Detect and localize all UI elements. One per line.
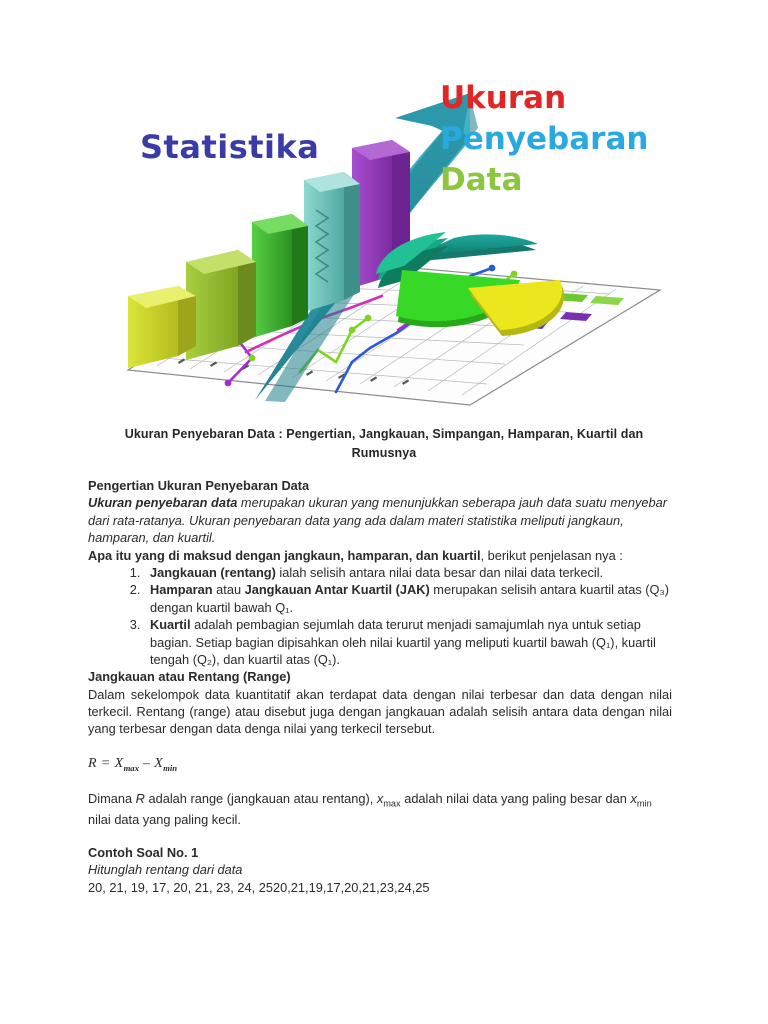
list-item-mid: atau	[212, 582, 245, 598]
hero-title-line-2: Penyebaran	[440, 121, 649, 158]
hero-title-line-3: Data	[440, 162, 523, 199]
definition-list	[88, 564, 672, 668]
explain-xmax: x	[376, 791, 384, 807]
list-item-text: merupakan selisih antara kuartil atas (Q₃) dengan kuartil bawah Q₁.	[150, 582, 669, 615]
explain-b: adalah range (jangkauan atau rentang),	[144, 791, 377, 807]
hero-illustration	[0, 0, 768, 420]
explain-xmin: x	[630, 791, 637, 807]
figure-caption: Ukuran Penyebaran Data : Pengertian, Jangkauan, Simpangan, Hamparan, Kuartil dan Rumusnya	[124, 427, 644, 460]
list-item-term-alt: Jangkauan Antar Kuartil (JAK)	[244, 582, 430, 598]
subheading-hitunglah: Hitunglah rentang dari data	[88, 862, 243, 878]
explain-d: nilai data yang paling kecil.	[88, 811, 241, 827]
explain-a: Dimana	[88, 791, 136, 807]
formula-eq: =	[96, 755, 115, 771]
heading-contoh-soal: Contoh Soal No. 1	[88, 844, 199, 860]
spacer	[88, 738, 672, 754]
pie-chart-icon	[376, 232, 564, 336]
lead-rest: , berikut penjelasan nya :	[480, 547, 623, 563]
formula-sub-min: min	[163, 762, 178, 773]
list-item-term: Kuartil	[150, 617, 191, 633]
hero-word-statistika: Statistika	[140, 128, 320, 166]
list-item-term: Hamparan	[150, 582, 213, 598]
statistics-3d-graphic	[0, 0, 768, 420]
paragraph-lead	[88, 547, 672, 564]
explain-xmax-sub: max	[383, 799, 401, 810]
formula-lhs: R	[88, 755, 97, 771]
formula-var-min: X	[154, 755, 164, 771]
spacer	[88, 828, 672, 844]
hero-title-line-1: Ukuran	[440, 80, 567, 116]
bar-green-icon	[252, 214, 308, 338]
formula-sub-max: max	[123, 762, 139, 773]
list-item-term: Jangkauan (rentang)	[150, 564, 276, 580]
document-body	[88, 477, 672, 896]
paragraph-range: Dalam sekelompok data kuantitatif akan terdapat data dengan nilai terbesar dan data dengan nilai terkecil. Rentang (range) atau disebut juga dengan jangkauan adalah selisih antara data dengan nilai yang terbesar dengan data denga nilai yang terkecil tersebut.	[88, 686, 672, 737]
data-values-line: 20, 21, 19, 17, 20, 21, 23, 24, 2520,21,19,17,20,21,23,24,25	[88, 879, 430, 895]
hero-title	[440, 78, 648, 202]
paragraph-formula-explain	[88, 790, 672, 827]
list-item	[144, 581, 672, 616]
heading-pengertian: Pengertian Ukuran Penyebaran Data	[88, 478, 310, 493]
spacer	[88, 774, 672, 790]
heading-jangkauan: Jangkauan atau Rentang (Range)	[88, 669, 291, 685]
formula-var-max: X	[114, 755, 124, 771]
list-item-text: adalah pembagian sejumlah data terurut menjadi samajumlah nya untuk setiap bagian. Setiap bagian dipisahkan oleh nilai kuartil yang meliputi kuartil bawah (Q₁), kuartil tengah (Q₂), dan kuartil atas (Q₁).	[150, 617, 656, 667]
list-item	[144, 616, 672, 668]
list-item	[144, 564, 672, 581]
lead-question: Apa itu yang di maksud dengan jangkaun, hamparan, dan kuartil	[88, 547, 481, 563]
list-item-text: ialah selisih antara nilai data besar dan nilai data terkecil.	[275, 564, 604, 580]
explain-c: adalah nilai data yang paling besar dan	[400, 791, 631, 807]
formula-op: –	[138, 755, 155, 771]
bar-teal-icon	[304, 172, 360, 312]
explain-xmin-sub: min	[636, 799, 652, 810]
definition-text: merupakan ukuran yang menunjukkan seberapa jauh data suatu menyebar dari rata-ratanya. Ukuran penyebaran data yang ada dalam materi statistika meliputi jangkaun, hamparan, dan kuartil.	[88, 495, 668, 546]
definition-term: Ukuran penyebaran data	[88, 495, 238, 511]
formula-range	[88, 754, 672, 775]
paragraph-definition	[88, 494, 672, 546]
explain-r: R	[135, 791, 145, 807]
